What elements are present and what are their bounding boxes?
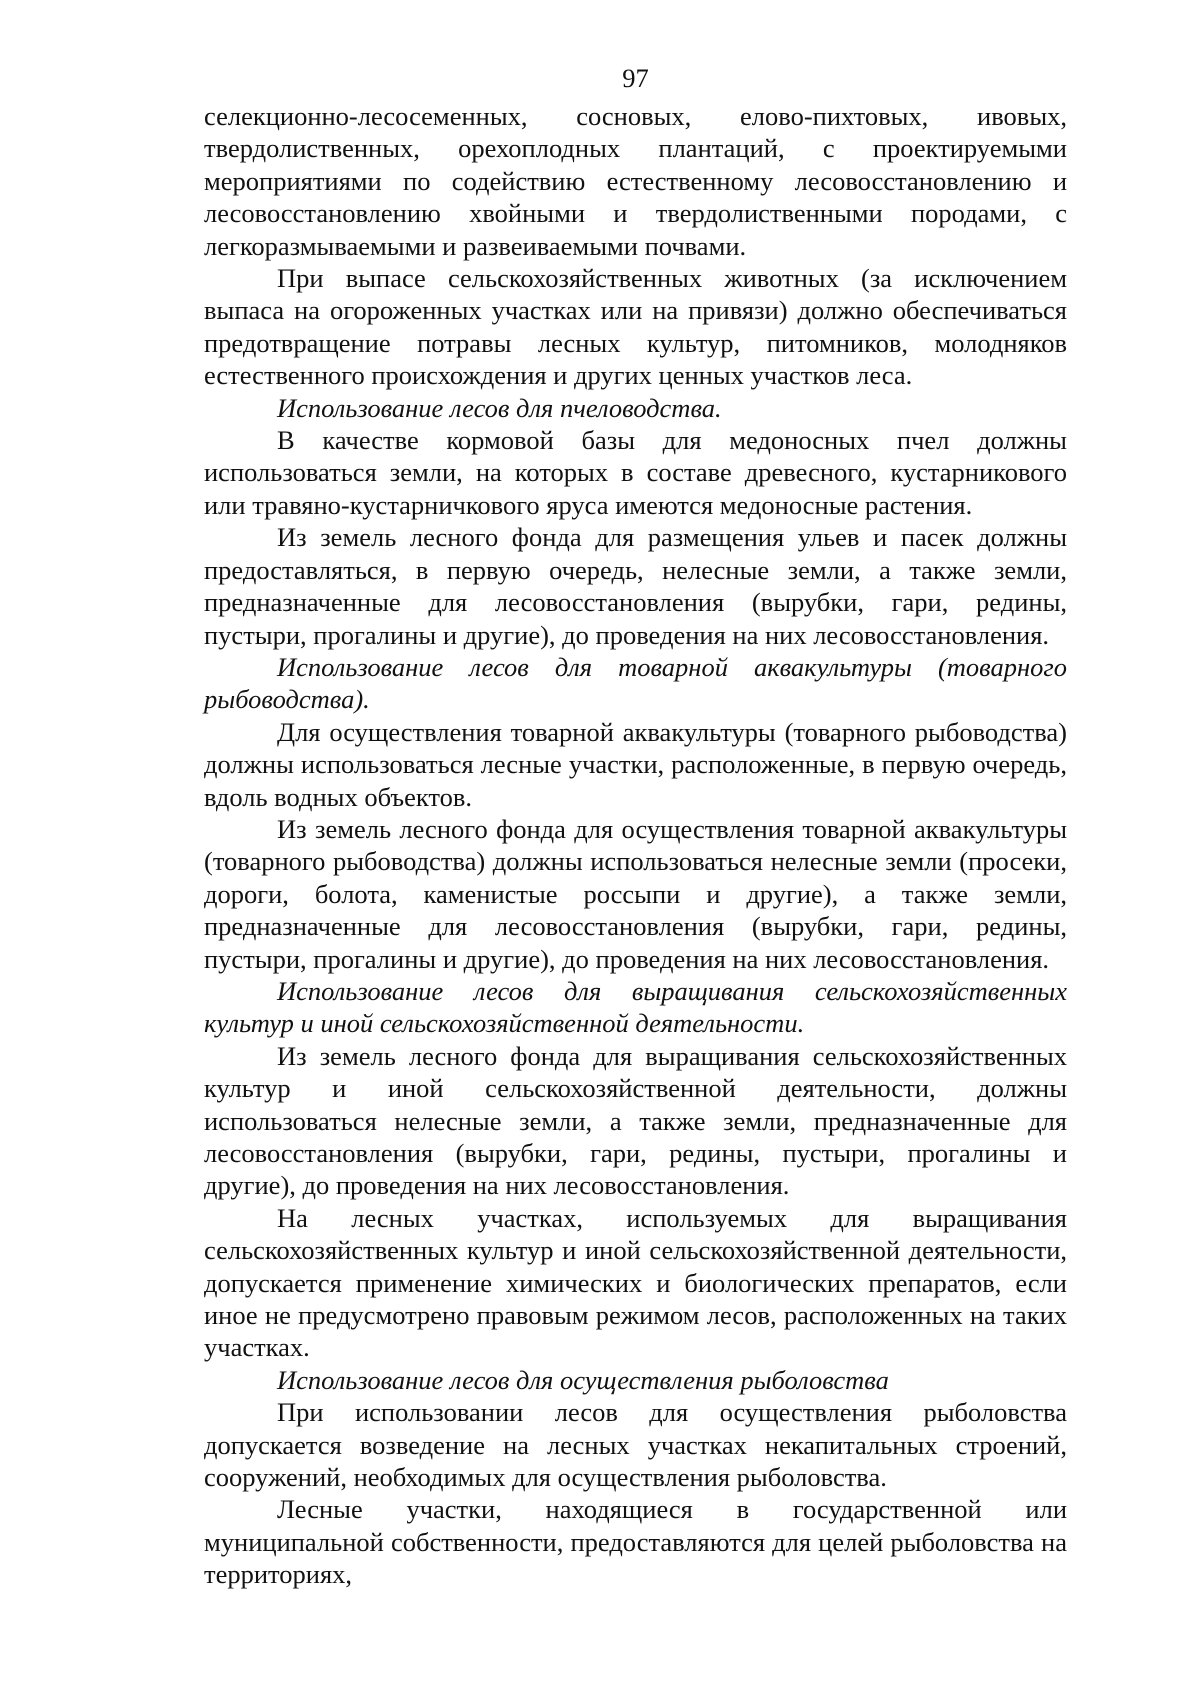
- paragraph: Для осуществления товарной аквакультуры (товарного рыбоводства) должны использоваться лесные участки, расположенные, в первую очередь, вдоль водных объектов.: [204, 716, 1067, 812]
- paragraph: Из земель лесного фонда для осуществления товарной аквакультуры (товарного рыбоводства) должны использоваться нелесные земли (просеки, дороги, болота, каменистые россыпи и другие), а также земли, предназначенные для лесовосстановления (вырубки, гари, редины, пустыри, прогалины и другие), до проведения на них лесовосстановления.: [204, 813, 1067, 974]
- paragraph: В качестве кормовой базы для медоносных пчел должны использоваться земли, на которых в составе древесного, кустарникового или травяно-кустарничкового яруса имеются медоносные растения.: [204, 425, 1067, 520]
- paragraph: Лесные участки, находящиеся в государственной или муниципальной собственности, предоставляются для целей рыболовства на территориях,: [204, 1494, 1067, 1590]
- page-number: 97: [622, 63, 649, 93]
- section-heading: Использование лесов для пчеловодства.: [277, 392, 722, 423]
- paragraph: На лесных участках, используемых для выращивания сельскохозяйственных культур и иной сельскохозяйственной деятельности, допускается применение химических и биологических препаратов, если иное не предусмотрено правовым режимом лесов, расположенных на таких участках.: [204, 1202, 1067, 1363]
- paragraph: Из земель лесного фонда для размещения ульев и пасек должны предоставляться, в первую очередь, нелесные земли, а также земли, предназначенные для лесовосстановления (вырубки, гари, редины, пустыри, прогалины и другие), до проведения на них лесовосстановления.: [204, 522, 1067, 650]
- section-heading: Использование лесов для выращивания сельскохозяйственных культур и иной сельскохозяйственной деятельности.: [204, 975, 1067, 1039]
- section-heading: Использование лесов для товарной аквакультуры (товарного рыбоводства).: [204, 651, 1067, 715]
- paragraph: селекционно-лесосеменных, сосновых, елово-пихтовых, ивовых, твердолиственных, орехоплодных плантаций, с проектируемыми мероприятиями по содействию естественному лесовосстановлению и лесовосстановлению хвойными и твердолиственными породами, с легкоразмываемыми и развеиваемыми почвами.: [204, 101, 1067, 261]
- paragraph: При использовании лесов для осуществления рыболовства допускается возведение на лесных участках некапитальных строений, сооружений, необходимых для осуществления рыболовства.: [204, 1397, 1067, 1493]
- section-heading: Использование лесов для осуществления рыболовства: [277, 1364, 889, 1395]
- paragraph: При выпасе сельскохозяйственных животных (за исключением выпаса на огороженных участках или на привязи) должно обеспечиваться предотвращение потравы лесных культур, питомников, молодняков естественного происхождения и других ценных участков леса.: [204, 263, 1067, 391]
- document-body: [204, 100, 1067, 1591]
- paragraph: Из земель лесного фонда для выращивания сельскохозяйственных культур и иной сельскохозяйственной деятельности, должны использоваться нелесные земли, а также земли, предназначенные для лесовосстановления (вырубки, гари, редины, пустыри, прогалины и другие), до проведения на них лесовосстановления.: [204, 1040, 1067, 1201]
